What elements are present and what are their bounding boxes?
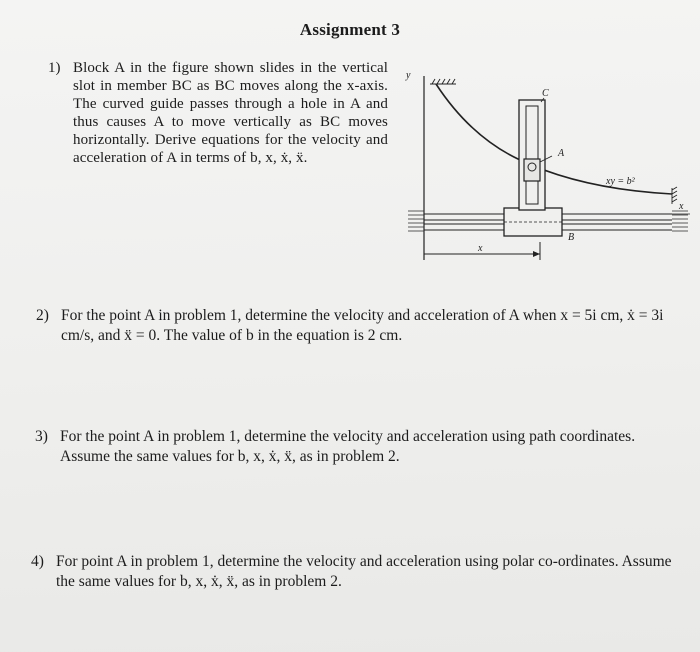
- problem-text: Block A in the figure shown slides in the vertical slot in member BC as BC moves along the x-axis. The curved guide passes through a hole in A and thus causes A to move vertically as BC moves horizontally. Derive equations for the velocity and acceleration of A in terms of b, x, ẋ, ẍ.: [73, 60, 388, 166]
- problem-text: For the point A in problem 1, determine the velocity and acceleration of A when x = 5i cm, ẋ = 3i cm/s, and ẍ = 0. The value of b in the equation is 2 cm.: [61, 307, 664, 344]
- problem-4: [31, 552, 681, 592]
- label-b: B: [568, 232, 575, 243]
- problem-number: 1): [48, 60, 61, 76]
- problem-3: [35, 427, 680, 467]
- assignment-title: Assignment 3: [299, 20, 401, 39]
- x-dimension-label: x: [478, 243, 483, 254]
- mechanism-diagram: [400, 64, 695, 274]
- slider-mechanism-figure: [400, 64, 695, 274]
- curve-equation: xy = b²: [606, 176, 635, 187]
- problem-2: [36, 306, 676, 346]
- y-axis-label: y: [406, 70, 411, 81]
- problem-number: 2): [36, 307, 49, 324]
- problem-number: 3): [35, 428, 48, 445]
- problem-text: For point A in problem 1, determine the velocity and acceleration using polar co-ordinates. Assume the same values for b, x, ẋ, ẍ, as in problem 2.: [56, 553, 672, 590]
- problem-text: For the point A in problem 1, determine the velocity and acceleration using path coordinates. Assume the same values for b, x, ẋ, ẍ, as in problem 2.: [60, 428, 636, 465]
- problem-1: [48, 59, 388, 167]
- label-a: A: [558, 148, 565, 159]
- problem-number: 4): [31, 553, 44, 570]
- x-axis-label: x: [679, 201, 684, 212]
- label-c: C: [542, 88, 549, 99]
